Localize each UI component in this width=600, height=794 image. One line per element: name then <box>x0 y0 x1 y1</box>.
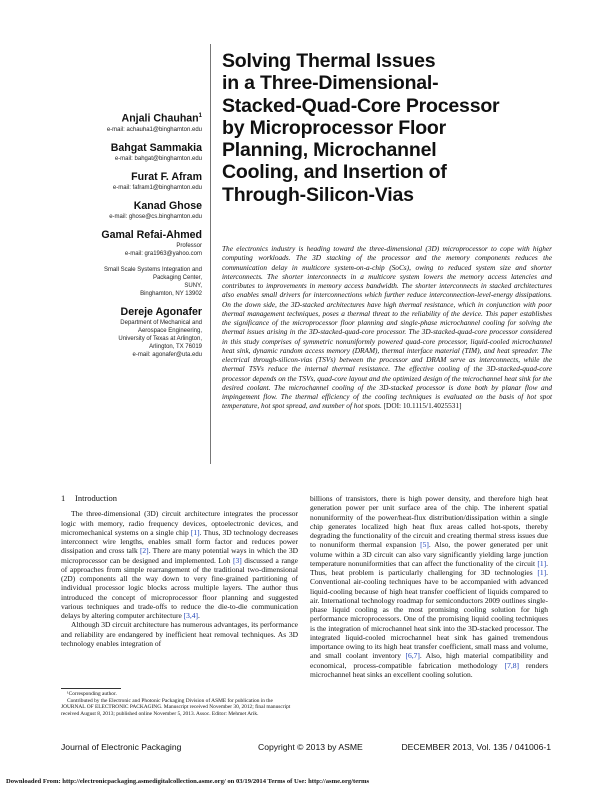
citation-link[interactable]: [3] <box>232 555 242 565</box>
author-name-text: Gamal Refai-Ahmed <box>101 228 202 241</box>
footnote-rule <box>61 688 121 689</box>
author-list <box>40 110 202 367</box>
body-paragraph <box>310 494 548 679</box>
footnote: Contributed by the Electronic and Photonic Packaging Division of ASME for publication in the JOURNAL OF ELECTRONIC PACKAGING. Manuscript received November 30, 2012; final manuscript received August 8, 2013; published online November 5, 2013. Assoc. Editor: Mehmet Arik. <box>61 697 291 717</box>
author-email[interactable]: e-mail: bahgat@binghamton.edu <box>114 155 202 162</box>
col1-paragraphs <box>61 509 298 648</box>
body-column-left <box>61 494 298 648</box>
author-email[interactable]: e-mail: gra1963@yahoo.com <box>124 250 202 257</box>
col2-paragraphs <box>310 494 548 679</box>
author-email[interactable]: e-mail: achauha1@binghamton.edu <box>106 126 202 133</box>
citation-link[interactable]: [5] <box>420 540 429 550</box>
abstract-text: The electronics industry is heading toward the three-dimensional (3D) microprocessor to cope with higher computing workloads. The 3D stacking of the processor and the memory components reduces the communication delay in multicore system-on-a-chip (SoCs), owing to reduced system size and shorter interconnects. The shorter interconnects in a multicore system lowers the memory access latencies and contributes to improvements in memory access bandwidth. The shorter interconnects in stacked architectures also enables small drivers for interconnections which further reduce interconnection-level-energy dissipations. On the down side, the 3D-stacked architectures have high thermal resistance, which in conjunction with poor thermal management techniques, poses a thermal threat to the reliability of the device. This paper establishes the significance of the microprocessor floor planning and single-phase microchannel cooling for solving the thermal issues arising in the 3D-stacked-quad-core processor. The 3D-stacked-quad-core processor considered in this study comprises of symmetric nonuniformly powered quad-core processor, liquid-cooled microchannel heat sink, dynamic random access memory (DRAM), thermal interface material (TIM), and heat spreader. The electrical through-silicon-vias (TSVs) between the processor and DRAM serve as interconnects, while the thermal TSVs reduce the internal thermal resistance. The effective cooling of the 3D-stacked-quad-core processor depends on the TSVs, quad-core layout and the optimized design of the microchannel heat sink for the desired coolant. The microchannel cooling of the 3D-stacked processor is done both by planar flow and impingement flow. The thermal efficiency of the cooling techniques is evaluated on the basis of hot spot temperature, hot spot spread, and number of hot spots. <box>222 244 552 411</box>
body-text: . There are many potential ways in which the 3D microprocessor can be designed and implemented. Loh <box>61 546 298 565</box>
body-paragraph <box>61 509 298 620</box>
body-text: billions of transistors, there is high power density, and therefore high heat generation power per unit surface area of the chip. The inherent spatial nonuniformity of the power/heat-flux distribution/dissipation within a single chip generates localized high heat flux areas called hot-spots, thereby degrading the functionality of the circuit and creating thermal stress issues due to nonuniform thermal expansion <box>310 494 548 550</box>
body-text: . <box>198 611 200 620</box>
article-title <box>222 50 552 206</box>
author-name-text: Kanad Ghose <box>133 199 202 212</box>
author-name <box>40 200 202 213</box>
body-text: . Conventional air-cooling techniques have to be accompanied with advanced liquid-cooling because of high heat transfer coefficient of liquids compared to air. International technology roadmap for semiconductors 2009 outlines single-phase liquid cooling as the most promising cooling solution for high performance microprocessors. One of the promising liquid cooling techniques is the integration of microchannel heat sink into the 3D-stacked processor. The integrated liquid-cooled microchannel heat sink has gained tremendous importance owing to its high heat transfer coefficient, small mass and volume, and small coolant inventory <box>310 568 548 661</box>
author-name-text: Furat F. Afram <box>131 170 202 183</box>
author-affiliation: University of Texas at Arlington, <box>118 335 202 342</box>
abstract <box>222 244 552 411</box>
body-column-right <box>310 494 548 679</box>
section-number: 1 <box>61 493 66 503</box>
citation-link[interactable]: [2] <box>139 546 149 556</box>
journal-name: Journal of Electronic Packaging <box>61 742 182 752</box>
author-block <box>40 266 202 298</box>
author-name-text: Dereje Agonafer <box>120 305 202 318</box>
author-name <box>40 306 202 319</box>
author-name-text: Bahgat Sammakia <box>110 141 202 154</box>
citation-link[interactable]: [1] <box>537 568 547 577</box>
author-affiliation: Packaging Center, <box>152 274 202 281</box>
copyright: Copyright © 2013 by ASME <box>258 742 363 752</box>
title-line: Solving Thermal Issues <box>222 50 436 72</box>
title-line: in a Three-Dimensional- <box>222 72 439 95</box>
author-affiliation: Aerospace Engineering, <box>137 327 202 334</box>
body-text: . Thus, 3D technology decreases interconnect wire lengths, enables small form factor and reduces power dissipation and cross talk <box>61 527 298 556</box>
footnote-mark: 1 <box>198 113 202 119</box>
citation-link[interactable]: [3,4] <box>183 611 199 620</box>
title-line: Cooling, and Insertion of <box>222 161 447 184</box>
citation-link[interactable]: [6,7] <box>405 651 420 661</box>
author-name <box>40 171 202 184</box>
body-text: . Thus, heat problem is particularly challenging for 3D technologies <box>310 558 548 577</box>
author-name-text: Anjali Chauhan <box>121 112 199 125</box>
author-block <box>40 229 202 258</box>
author-name <box>40 110 202 126</box>
section-title: Introduction <box>75 493 118 503</box>
author-email[interactable]: e-mail: ghose@cs.binghamton.edu <box>109 213 202 220</box>
citation-link[interactable]: [1] <box>537 558 547 568</box>
title-line: Through-Silicon-Vias <box>222 183 414 206</box>
body-text: renders microchannel heat sinks an excellent cooling solution. <box>310 660 548 679</box>
author-email[interactable]: e-mail: fafram1@binghamton.edu <box>112 184 202 191</box>
author-affiliation: Professor <box>176 242 202 249</box>
author-block <box>40 306 202 359</box>
author-block <box>40 200 202 221</box>
author-block <box>40 142 202 163</box>
footnote: ¹Corresponding author. <box>67 691 117 697</box>
author-name <box>40 142 202 155</box>
author-block <box>40 110 202 134</box>
body-text: . Also, high material compatibility and economical, process-compatible fabrication methodology <box>310 651 548 670</box>
title-line: by Microprocessor Floor <box>222 116 447 139</box>
title-line: Planning, Microchannel <box>222 139 437 162</box>
author-name <box>40 229 202 242</box>
body-paragraph <box>61 620 298 648</box>
author-block <box>40 171 202 192</box>
doi[interactable]: [DOI: 10.1115/1.4025531] <box>383 401 462 411</box>
author-email[interactable]: e-mail: agonafer@uta.edu <box>132 351 202 358</box>
author-affiliation: Small Scale Systems Integration and <box>103 266 202 273</box>
section-heading <box>61 494 298 503</box>
column-divider <box>210 44 211 464</box>
author-affiliation: Binghamton, NY 13902 <box>140 290 202 297</box>
author-affiliation: Arlington, TX 76019 <box>149 343 202 350</box>
body-text: Although 3D circuit architecture has numerous advantages, its performance and reliability are endangered by inefficient heat removal techniques. As 3D technology enables integration of <box>61 620 298 648</box>
body-text: The three-dimensional (3D) circuit architecture integrates the processor logic with memory, radio frequency devices, optoelectronic devices, and micromechanical systems on a single chip <box>61 509 298 537</box>
journal-footer <box>61 742 551 754</box>
footnotes <box>61 691 298 717</box>
citation-link[interactable]: [7,8] <box>504 660 519 670</box>
title-line: Stacked-Quad-Core Processor <box>222 94 500 117</box>
body-text: discussed a range of approaches from simple rearrangement of the traditional two-dimensional (2D) components all the way down to very fine-grained partitioning of individual processor logic blocks across multiple layers. The author thus introduced the concept of microprocessor floor planning and suggested various techniques and trade-offs to reduce the die-to-die communication delays by altering computer architecture <box>61 555 298 620</box>
author-affiliation: Department of Mechanical and <box>120 319 202 326</box>
author-affiliation: SUNY, <box>184 282 202 289</box>
body-text: . Also, the power generated per unit volume within a 3D circuit can also vary significantly yielding large junction temperature nonuniformities that can affect the functionality of the circuit <box>310 540 548 568</box>
download-notice[interactable]: Downloaded From: http://electronicpackaging.asmedigitalcollection.asme.org/ on 03/19/2014 Terms of Use: http://asme.org/terms <box>6 778 370 785</box>
citation-link[interactable]: [1] <box>190 527 200 537</box>
issue-info: DECEMBER 2013, Vol. 135 / 041006-1 <box>401 742 551 752</box>
